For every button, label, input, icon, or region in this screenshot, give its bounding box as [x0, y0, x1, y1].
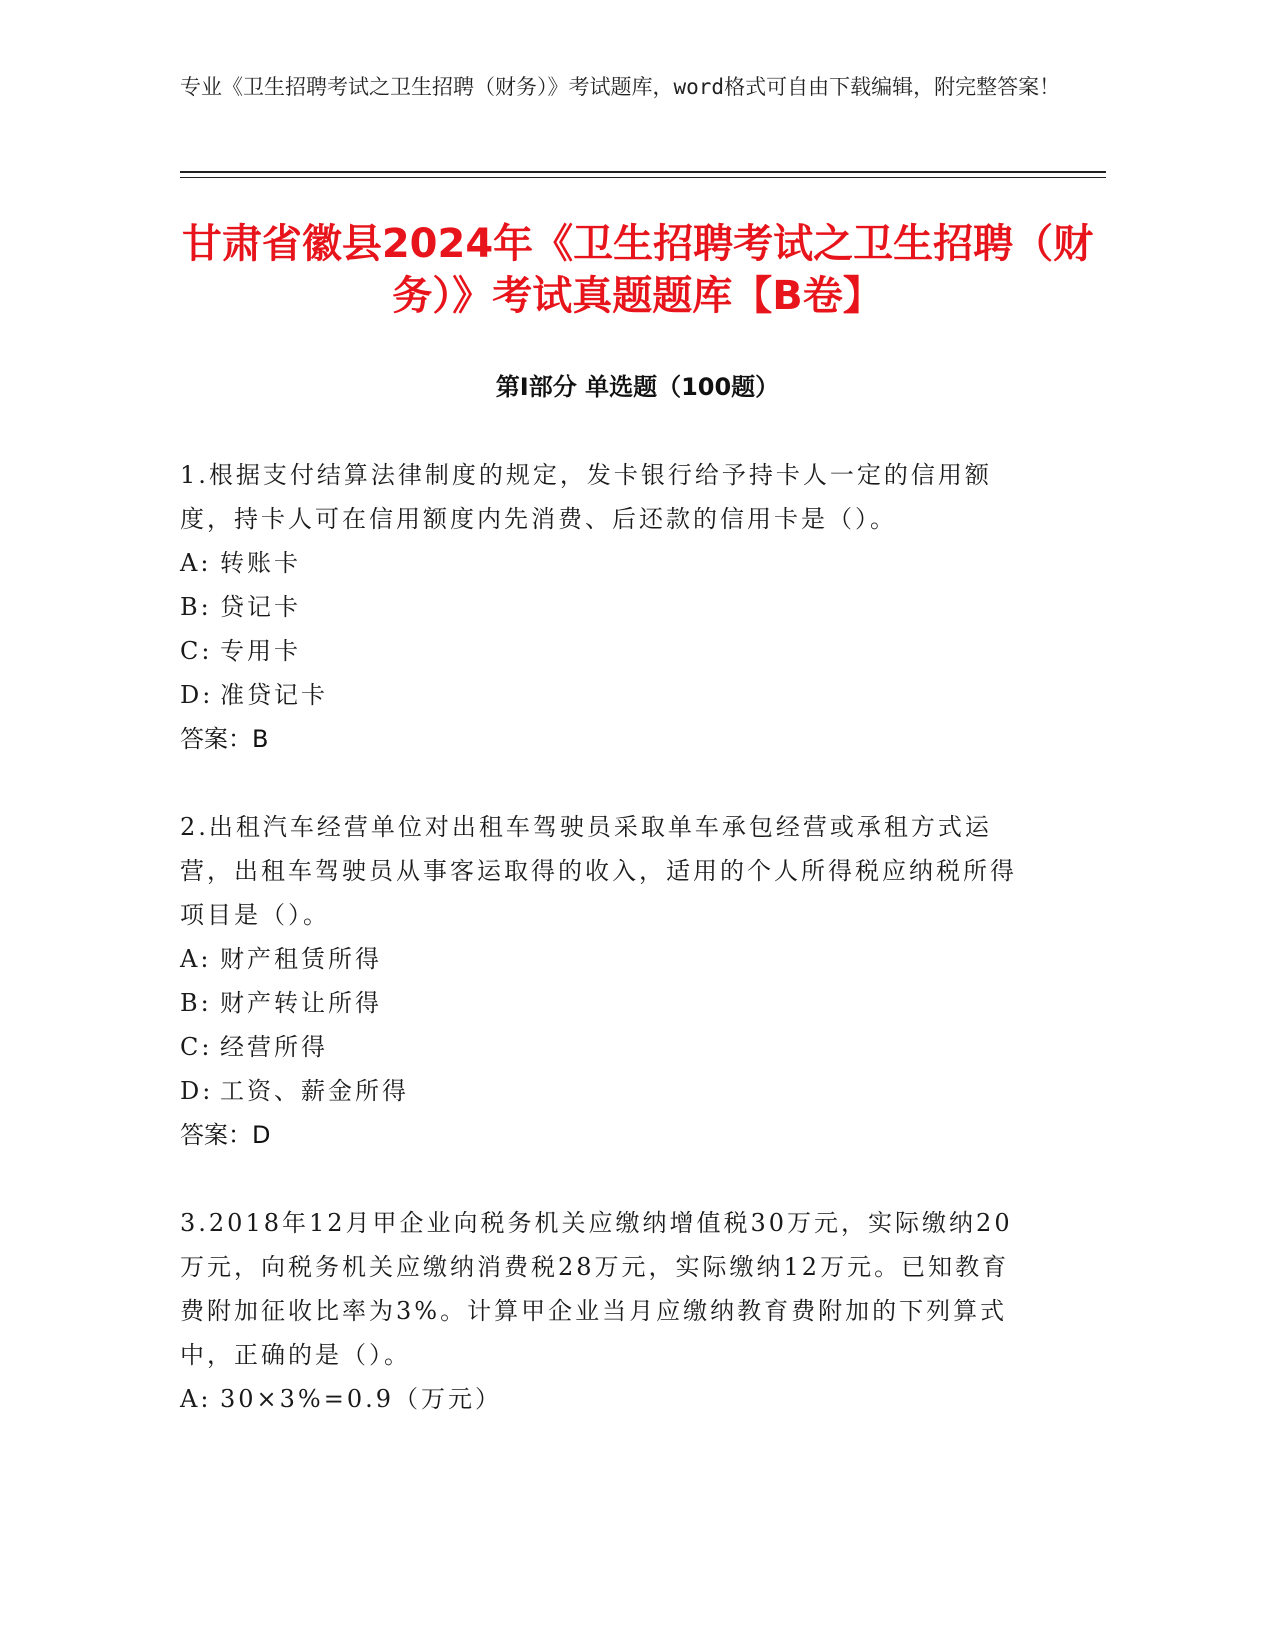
section-title: 第I部分 单选题（100题）	[495, 373, 780, 401]
option-text: 专用卡	[220, 637, 301, 665]
option-text: 财产转让所得	[220, 989, 382, 1017]
document-title: 甘肃省徽县2024年《卫生招聘考试之卫生招聘（财务）》考试真题题库【B卷】	[181, 221, 1094, 319]
option-key: A:	[180, 1385, 212, 1413]
option-key: D:	[180, 1077, 214, 1105]
option-c	[180, 1025, 1030, 1069]
answer-line: 答案：B	[180, 725, 269, 753]
option-a	[180, 1377, 1030, 1421]
option-text: 转账卡	[220, 549, 301, 577]
option-key: C:	[180, 637, 213, 665]
answer-line: 答案：D	[180, 1121, 271, 1149]
option-text: 30×3%=0.9（万元）	[220, 1385, 502, 1413]
header-note: 专业《卫生招聘考试之卫生招聘（财务）》考试题库，word格式可自由下载编辑，附完整答案！	[180, 75, 1061, 99]
question-list	[180, 453, 1030, 1465]
header-divider-thick	[180, 171, 1106, 173]
option-c	[180, 629, 1030, 673]
question-stem: 3.2018年12月甲企业向税务机关应缴纳增值税30万元，实际缴纳20万元，向税务机关应缴纳消费税28万元，实际缴纳12万元。已知教育费附加征收比率为3%。计算甲企业当月应缴纳教育费附加的下列算式中，正确的是（）。	[180, 1209, 1013, 1369]
option-b	[180, 585, 1030, 629]
option-key: A:	[180, 945, 212, 973]
option-key: B:	[180, 593, 212, 621]
question-3	[180, 1201, 1030, 1421]
option-key: D:	[180, 681, 214, 709]
option-d	[180, 673, 1030, 717]
option-text: 工资、薪金所得	[220, 1077, 409, 1105]
option-text: 经营所得	[220, 1033, 328, 1061]
question-stem: 2.出租汽车经营单位对出租车驾驶员采取单车承包经营或承租方式运营，出租车驾驶员从事客运取得的收入，适用的个人所得税应纳税所得项目是（）。	[180, 813, 1017, 929]
option-text: 准贷记卡	[220, 681, 328, 709]
option-text: 财产租赁所得	[220, 945, 382, 973]
header-divider-thin	[180, 177, 1106, 178]
option-key: A:	[180, 549, 212, 577]
option-key: B:	[180, 989, 212, 1017]
option-d	[180, 1069, 1030, 1113]
question-2	[180, 805, 1030, 1157]
question-stem: 1.根据支付结算法律制度的规定，发卡银行给予持卡人一定的信用额度，持卡人可在信用额度内先消费、后还款的信用卡是（）。	[180, 461, 992, 533]
option-key: C:	[180, 1033, 213, 1061]
option-b	[180, 981, 1030, 1025]
option-text: 贷记卡	[220, 593, 301, 621]
question-1	[180, 453, 1030, 761]
option-a	[180, 541, 1030, 585]
option-a	[180, 937, 1030, 981]
